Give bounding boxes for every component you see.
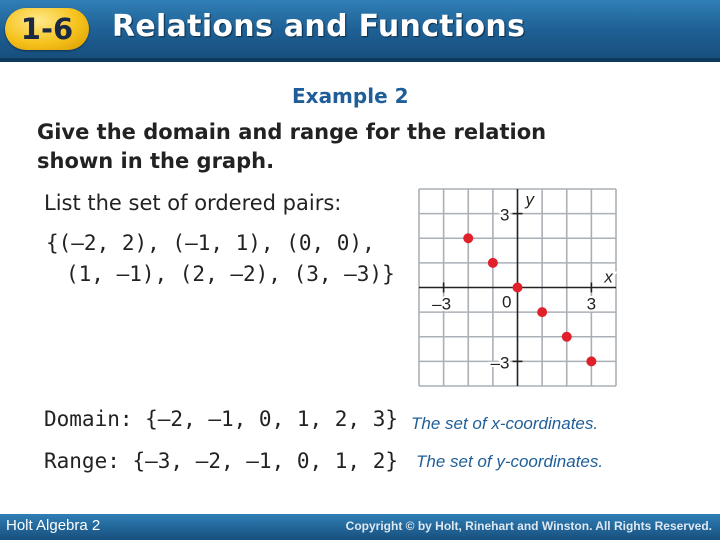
data-point: [488, 258, 498, 268]
ordered-pairs-label: List the set of ordered pairs:: [44, 191, 342, 215]
y-tick-label-neg3: –3: [490, 353, 510, 373]
domain-answer: Domain: {–2, –1, 0, 1, 2, 3}: [44, 407, 399, 431]
lesson-badge: [5, 8, 89, 50]
data-point: [537, 307, 547, 317]
coordinate-graph: [415, 185, 620, 390]
y-axis-label: y: [525, 189, 534, 209]
copyright-notice: Copyright © by Holt, Rinehart and Winston. All Rights Reserved.: [345, 519, 712, 533]
ordered-pairs-line-2: (1, –1), (2, –2), (3, –3)}: [66, 262, 395, 286]
prompt-line-1: Give the domain and range for the relation: [37, 120, 547, 144]
lesson-title: Relations and Functions: [112, 9, 526, 44]
footer-bar: [0, 514, 720, 540]
book-title: Holt Algebra 2: [6, 517, 101, 534]
problem-prompt: [37, 118, 677, 176]
x-axis-label: x: [604, 267, 613, 287]
origin-label: 0: [502, 292, 512, 312]
lesson-number: 1-6: [20, 12, 74, 46]
domain-note: The set of x-coordinates.: [411, 414, 599, 433]
example-heading: Example 2: [292, 84, 409, 108]
ordered-pairs-line-1: {(–2, 2), (–1, 1), (0, 0),: [46, 231, 375, 255]
header-divider: [0, 58, 720, 62]
data-point: [513, 283, 523, 293]
x-tick-label-neg3: –3: [432, 294, 452, 314]
range-answer: Range: {–3, –2, –1, 0, 1, 2}: [44, 449, 399, 473]
range-note: The set of y-coordinates.: [416, 452, 604, 471]
x-tick-label-3: 3: [586, 294, 597, 314]
prompt-line-2: shown in the graph.: [37, 149, 275, 173]
data-point: [562, 332, 572, 342]
data-point: [463, 233, 473, 243]
data-point: [586, 356, 596, 366]
y-tick-label-3: 3: [500, 205, 510, 225]
